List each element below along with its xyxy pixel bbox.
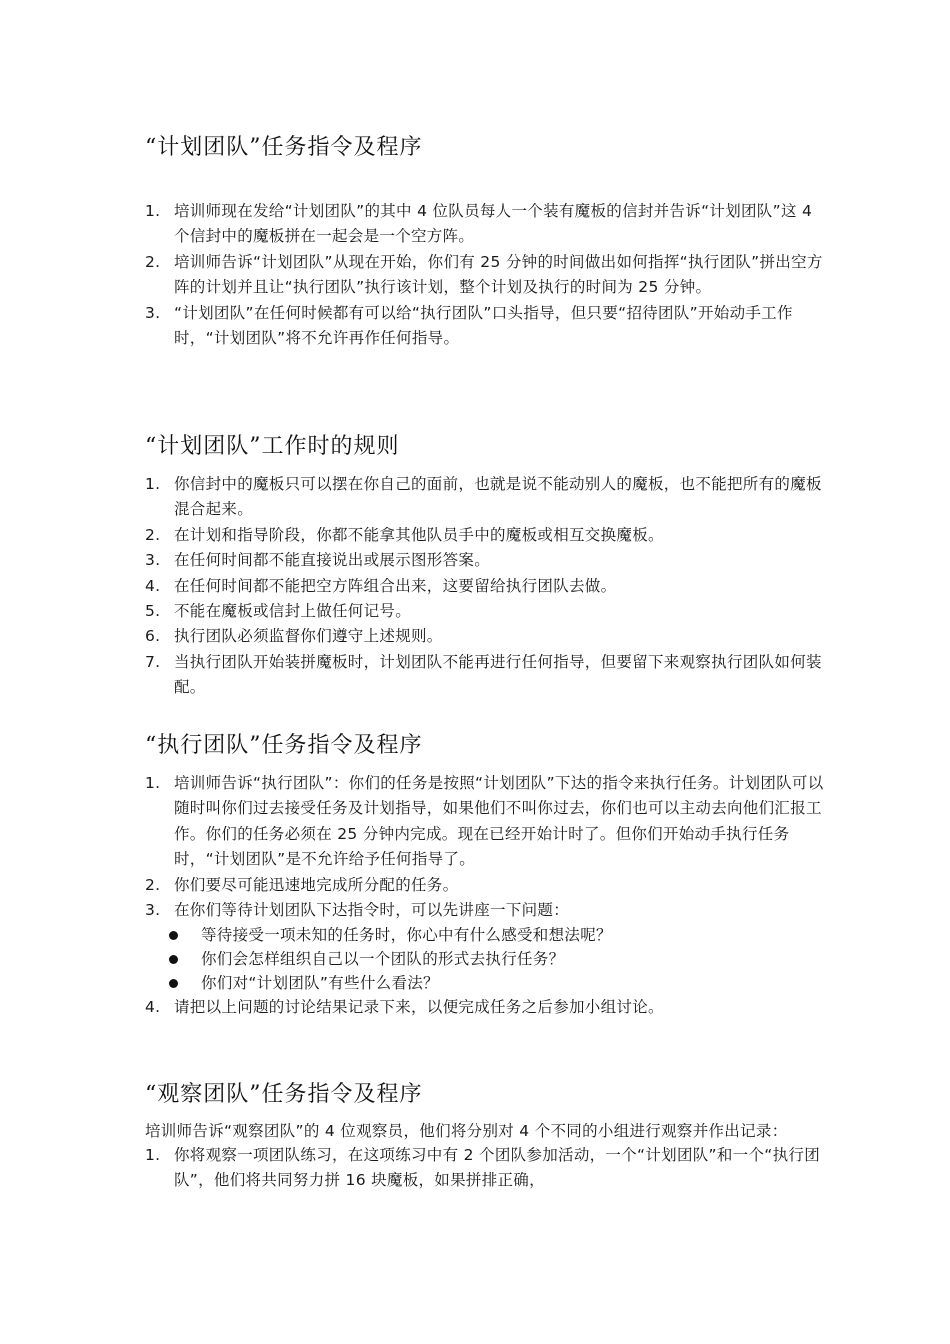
- section-title: “计划团队”工作时的规则: [145, 434, 400, 459]
- rules-list: [145, 472, 825, 701]
- list-item: [145, 599, 825, 624]
- list-item: [145, 548, 825, 573]
- section-planning-rules: [145, 432, 825, 701]
- list-item: [145, 771, 825, 873]
- item-text: 在计划和指导阶段，你都不能拿其他队员手中的魔板或相互交换魔板。: [174, 525, 664, 544]
- list-item: [145, 250, 825, 301]
- item-number: 3.: [145, 901, 161, 920]
- section-observation-instructions: [145, 1080, 825, 1194]
- item-text: 执行团队必须监督你们遵守上述规则。: [174, 627, 443, 646]
- item-text: 培训师告诉“计划团队”从现在开始，你们有 25 分钟的时间做出如何指挥“执行团队”拼出空方阵的计划并且让“执行团队”执行该计划，整个计划及执行的时间为 25 分钟。: [174, 252, 823, 297]
- bullet-item: [145, 971, 825, 995]
- item-number: 1.: [145, 774, 161, 792]
- list-item: [145, 574, 825, 599]
- item-number: 6.: [145, 627, 161, 646]
- section-title: “执行团队”任务指令及程序: [145, 733, 423, 758]
- bullet-dot-icon: [169, 955, 178, 964]
- bullet-text: 等待接受一项未知的任务时，你心中有什么感受和想法呢？: [201, 926, 612, 945]
- instruction-list-continued: [145, 995, 825, 1020]
- list-item: [145, 472, 825, 523]
- item-text: 在你们等待计划团队下达指令时，可以先讲座一下问题：: [174, 901, 570, 920]
- item-text: 培训师告诉“执行团队”：你们的任务是按照“计划团队”下达的指令来执行任务。计划团队可以随时叫你们过去接受任务及计划指导，如果他们不叫你过去，你们也可以主动去向他们汇报工作。你们的任务必须在 25 分钟内完成。现在已经开始计时了。但你们开始动手执行任务时，“计划团队”是不允许给予任何指导了。: [174, 774, 824, 869]
- item-text: 当执行团队开始装拼魔板时，计划团队不能再进行任何指导，但要留下来观察执行团队如何装配。: [174, 652, 822, 697]
- list-item: [145, 995, 825, 1020]
- item-number: 7.: [145, 652, 161, 671]
- section-intro: 培训师告诉“观察团队”的 4 位观察员，他们将分别对 4 个不同的小组进行观察并作出记录：: [145, 1122, 788, 1140]
- list-item: [145, 301, 825, 352]
- item-text: 不能在魔板或信封上做任何记号。: [174, 602, 412, 621]
- item-number: 1.: [145, 475, 161, 493]
- bullet-dot-icon: [169, 931, 178, 940]
- list-item: [145, 898, 825, 923]
- item-number: 1.: [145, 202, 161, 220]
- instruction-list: [145, 1143, 825, 1194]
- instruction-list: [145, 771, 825, 923]
- list-item: [145, 650, 825, 701]
- item-number: 4.: [145, 576, 161, 595]
- item-number: 4.: [145, 998, 161, 1017]
- list-item: [145, 523, 825, 548]
- section-planning-instructions: [145, 133, 825, 351]
- list-item: [145, 624, 825, 649]
- item-text: 你们要尽可能迅速地完成所分配的任务。: [174, 875, 459, 894]
- item-number: 1.: [145, 1146, 161, 1164]
- section-execution-instructions: [145, 731, 825, 1021]
- bullet-item: [145, 947, 825, 971]
- list-item: [145, 199, 825, 250]
- item-text: 培训师现在发给“计划团队”的其中 4 位队员每人一个装有魔板的信封并告诉“计划团队”这 4 个信封中的魔板拼在一起会是一个空方阵。: [174, 202, 813, 246]
- item-number: 3.: [145, 303, 161, 322]
- item-text: 请把以上问题的讨论结果记录下来，以便完成任务之后参加小组讨论。: [174, 998, 664, 1017]
- bullet-text: 你们对“计划团队”有些什么看法？: [201, 974, 439, 993]
- item-text: 你将观察一项团队练习，在这项练习中有 2 个团队参加活动，一个“计划团队”和一个“执行团队”，他们将共同努力拼 16 块魔板，如果拼排正确，: [174, 1146, 821, 1190]
- bullet-item: [145, 923, 825, 947]
- section-title: “计划团队”任务指令及程序: [145, 135, 423, 160]
- section-title: “观察团队”任务指令及程序: [145, 1082, 423, 1107]
- instruction-list: [145, 199, 825, 351]
- bullet-dot-icon: [169, 979, 178, 988]
- bullet-text: 你们会怎样组织自己以一个团队的形式去执行任务？: [201, 950, 565, 969]
- item-text: “计划团队”在任何时候都有可以给“执行团队”口头指导，但只要“招待团队”开始动手工作时，“计划团队”将不允许再作任何指导。: [174, 303, 793, 348]
- item-number: 2.: [145, 525, 161, 544]
- list-item: [145, 873, 825, 898]
- item-number: 2.: [145, 252, 161, 271]
- item-number: 2.: [145, 875, 161, 894]
- item-text: 在任何时间都不能把空方阵组合出来，这要留给执行团队去做。: [174, 576, 617, 595]
- item-number: 5.: [145, 602, 161, 621]
- list-item: [145, 1143, 825, 1194]
- item-number: 3.: [145, 551, 161, 570]
- item-text: 你信封中的魔板只可以摆在你自己的面前，也就是说不能动别人的魔板，也不能把所有的魔板混合起来。: [174, 475, 822, 519]
- item-text: 在任何时间都不能直接说出或展示图形答案。: [174, 551, 491, 570]
- question-bullet-list: [145, 923, 825, 995]
